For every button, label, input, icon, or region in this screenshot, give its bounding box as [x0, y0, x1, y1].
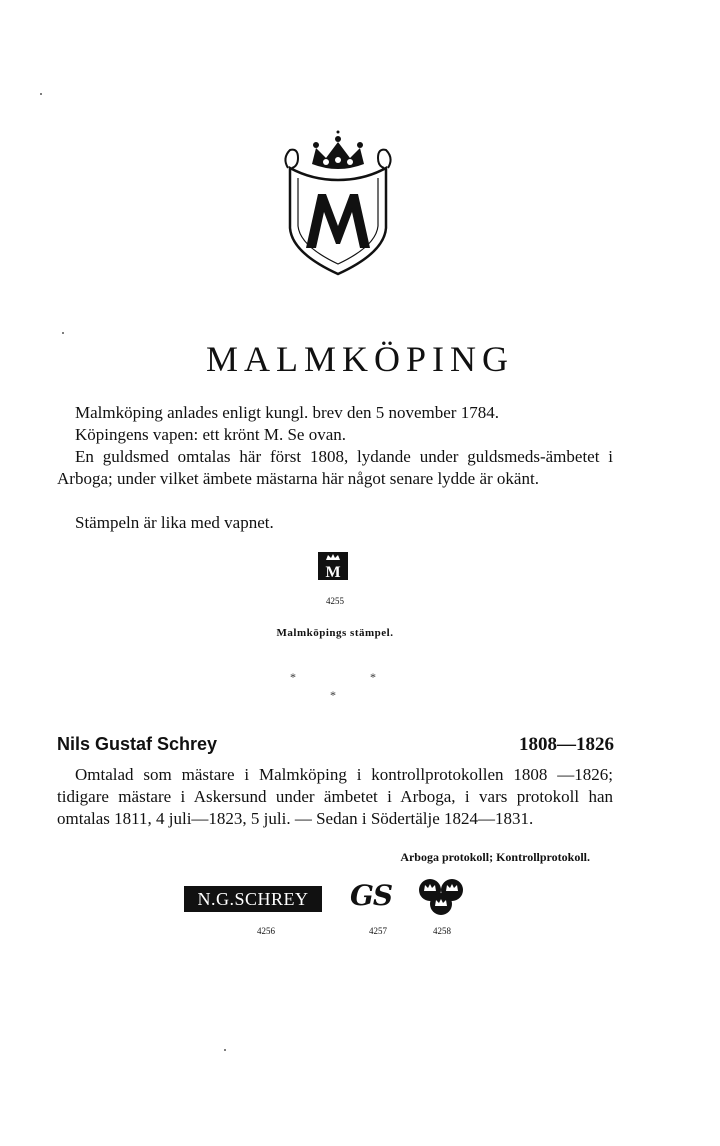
page-title: MALMKÖPING [205, 339, 514, 379]
town-stamp-caption: Malmköpings stämpel. [276, 627, 394, 639]
paper-speck [224, 1049, 226, 1051]
town-stamp-mark [318, 552, 348, 580]
intro-stamp: Stämpeln är lika med vapnet. [75, 513, 274, 532]
smith-sources: Arboga protokoll; Kontrollprotokoll. [400, 850, 590, 864]
smith-years: 1808—1826 [519, 734, 614, 755]
paper-speck [40, 93, 42, 95]
crest-letter: M [338, 280, 339, 281]
separator-asterisk: * [370, 670, 376, 684]
paper-speck [62, 332, 64, 334]
separator-asterisk: * [330, 688, 336, 702]
maker-mark-name: N.G.SCHREY [184, 886, 322, 912]
town-stamp-number: 4255 [326, 596, 344, 606]
mark-number: 4257 [369, 926, 387, 936]
intro-arms: Köpingens vapen: ett krönt M. Se ovan. [75, 425, 347, 444]
mark-number: 4258 [433, 926, 451, 936]
three-crowns-icon [418, 876, 464, 916]
smith-description: Omtalad som mästare i Malmköping i kontrollprotokollen 1808 —1826; tidigare mästare i Askersund under ämbetet i Arboga, i vars protokoll han omtalas 1811, 4 juli—1823, 5 juli. — Sedan i Södertälje 1824—1831. [57, 765, 613, 828]
crowned-shield-icon [268, 128, 408, 280]
intro-founded: Malmköping anlades enligt kungl. brev den 5 november 1784. [75, 403, 499, 422]
smith-name: Nils Gustaf Schrey [57, 734, 218, 754]
intro-first-smith: En guldsmed omtalas här först 1808, lydande under guldsmeds-ämbetet i Arboga; under vilket ämbete mästarna här något senare lydde är okänt. [57, 447, 613, 488]
town-stamp-letter: M [325, 564, 341, 581]
maker-mark-initials: GS [350, 879, 393, 912]
crowned-m-stamp-icon [318, 552, 348, 580]
mark-number: 4256 [257, 926, 275, 936]
separator-asterisk: * [290, 670, 296, 684]
